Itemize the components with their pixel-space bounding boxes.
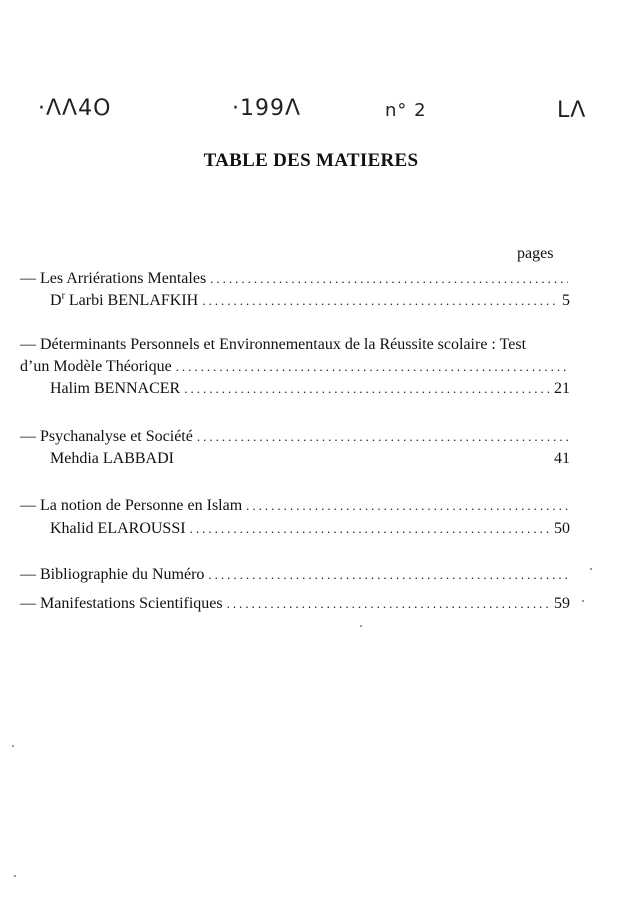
entry-author-text: $D^r$ Larbi BENLAFKIH xyxy=(50,290,199,309)
page-title: TABLE DES MATIERES xyxy=(203,150,419,171)
toc-entry-title xyxy=(20,270,572,290)
toc-entry-title xyxy=(20,497,572,517)
page-number: 50 xyxy=(554,520,570,537)
entry-author-text: Halim BENNACER xyxy=(50,380,181,397)
handwritten-tag: LΛ xyxy=(557,98,587,123)
leader-dots xyxy=(246,499,568,512)
entry-title-text: — Manifestations Scientifiques xyxy=(20,595,223,612)
entry-author-text: Khalid ELAROUSSI xyxy=(50,520,186,537)
page-number: 59 xyxy=(554,595,570,612)
toc-entry-author xyxy=(50,380,570,400)
entry-title-text: — Psychanalyse et Société xyxy=(20,428,193,445)
entry-author-text: Mehdia LABBADI xyxy=(50,450,174,467)
toc-entry-title xyxy=(20,358,572,378)
scan-speck xyxy=(582,600,584,602)
toc-entry-title xyxy=(20,428,572,448)
entry-title-text: d’un Modèle Théorique xyxy=(20,358,172,375)
leader-dots xyxy=(197,430,568,443)
handwritten-number: n° 2 xyxy=(385,100,427,121)
scan-speck xyxy=(590,568,592,570)
leader-dots xyxy=(227,597,550,610)
entry-title-line1: — Déterminants Personnels et Environnementaux de la Réussite scolaire : Test xyxy=(20,336,527,353)
handwritten-year: ·199Λ xyxy=(232,96,302,121)
page-number: 21 xyxy=(554,380,570,397)
pages-column-label: pages xyxy=(517,245,554,262)
page-number: 5 xyxy=(562,292,570,309)
page-number: 41 xyxy=(554,450,570,467)
handwritten-code: ·ΛΛ4Ο xyxy=(38,96,112,121)
toc-entry-author xyxy=(50,450,570,470)
entry-title-text: — La notion de Personne en Islam xyxy=(20,497,243,514)
leader-dots xyxy=(190,522,550,535)
entry-title-text: — Bibliographie du Numéro xyxy=(20,566,205,583)
scan-speck xyxy=(360,625,362,627)
toc-entry-author xyxy=(50,292,570,312)
scan-speck xyxy=(12,745,14,747)
toc-entry-title xyxy=(20,595,570,615)
toc-entry-title xyxy=(20,566,572,586)
scan-speck xyxy=(14,875,16,877)
leader-dots xyxy=(184,382,550,395)
leader-dots xyxy=(176,360,568,373)
toc-entry-author xyxy=(50,520,570,540)
leader-dots xyxy=(202,294,556,307)
leader-dots xyxy=(210,272,568,285)
entry-title-text: — Les Arriérations Mentales xyxy=(20,270,207,287)
leader-dots xyxy=(208,568,568,581)
